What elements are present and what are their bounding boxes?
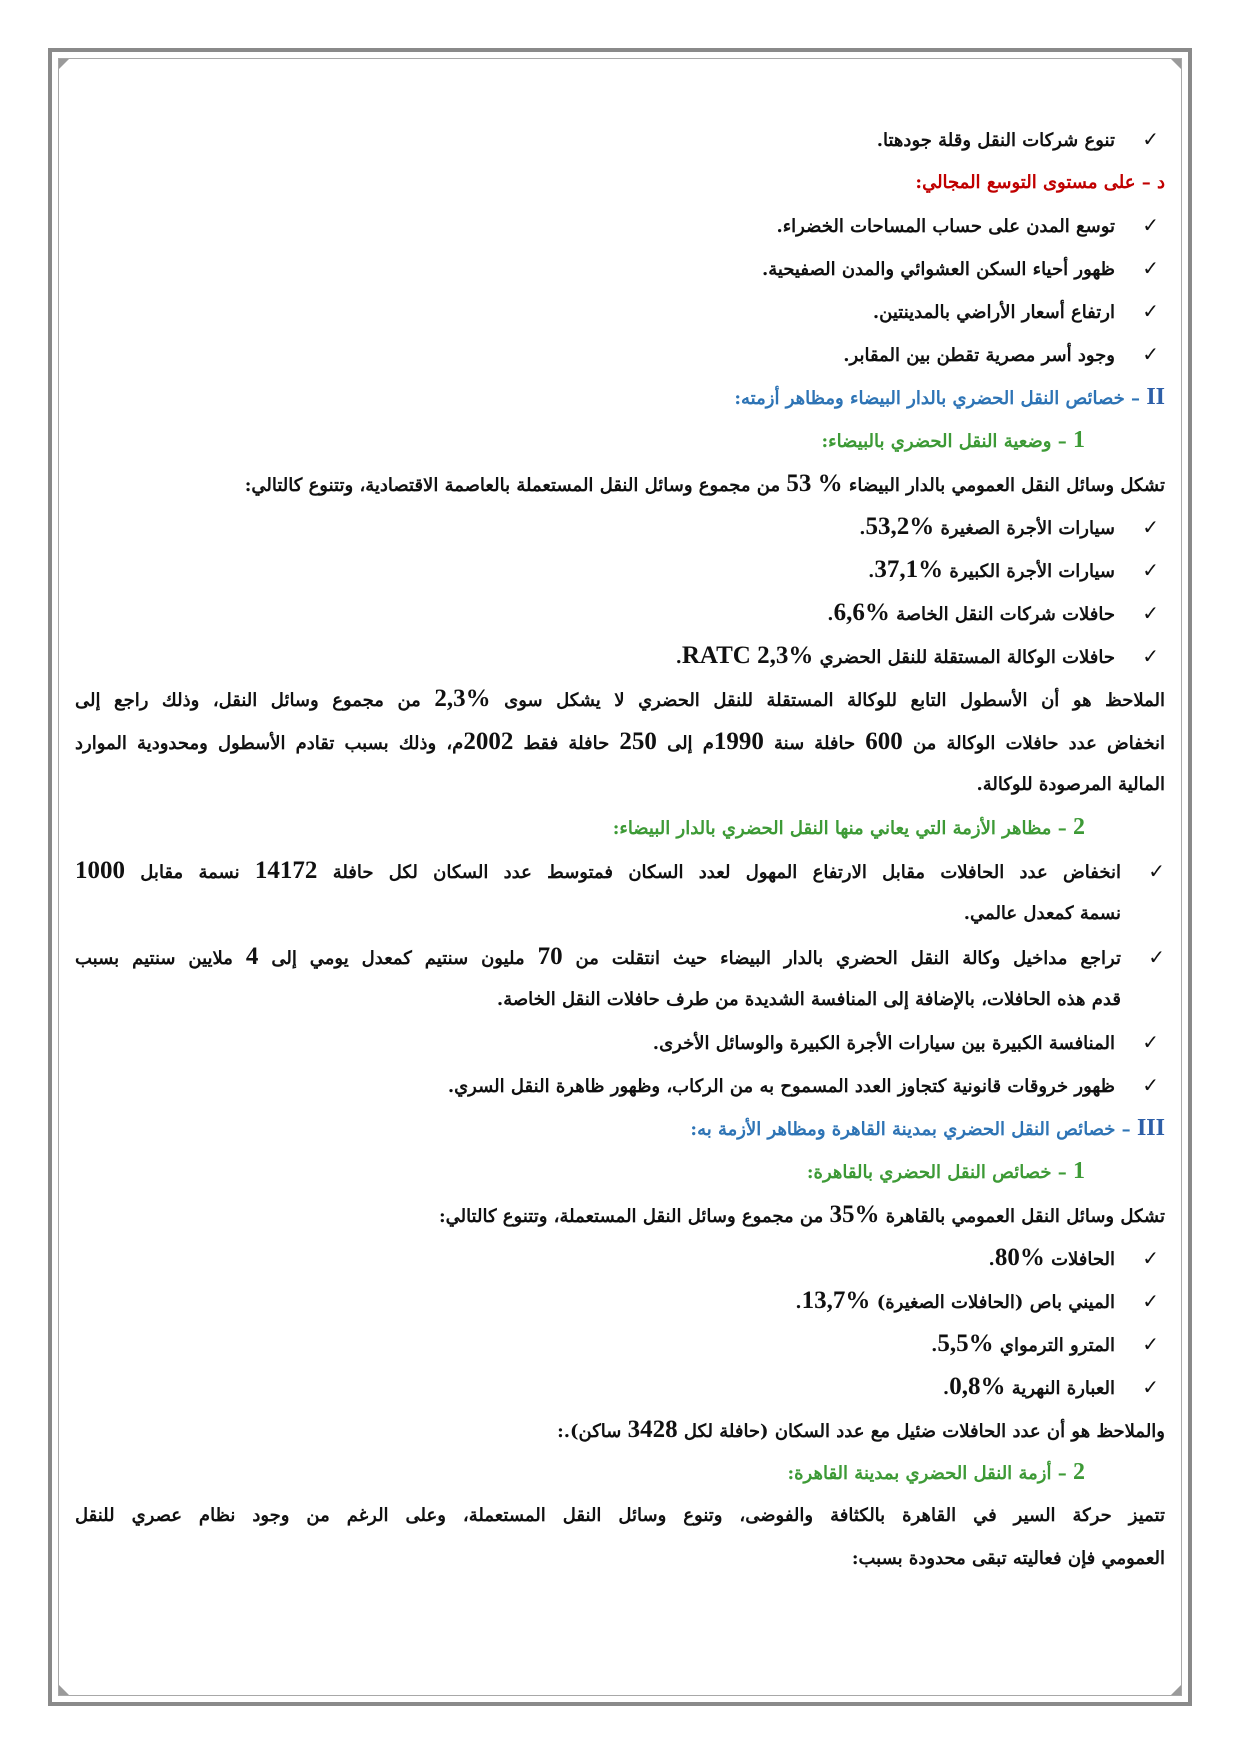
list-item: ✓الحافلات 80%.: [75, 1236, 1165, 1279]
checkmark-icon: ✓: [1148, 859, 1165, 883]
list-item: ✓تراجع مداخيل وكالة النقل الحضري بالدار البيضاء حيث انتقلت من 70 مليون سنتيم كمعدل يومي إلى 4 ملايين سنتيم بسبب: [75, 935, 1165, 978]
subsection-heading: 1 – وضعية النقل الحضري بالبيضاء:: [821, 427, 1085, 453]
paragraph: والملاحظ هو أن عدد الحافلات ضئيل مع عدد السكان (حافلة لكل 3428 ساكن).:: [557, 1416, 1165, 1443]
paragraph-line: الملاحظ هو أن الأسطول التابع للوكالة المستقلة للنقل الحضري لا يشكل سوى 2,3% من مجموع وسائل النقل، وذلك راجع إلى: [75, 685, 1165, 712]
checkmark-icon: ✓: [1142, 515, 1159, 539]
checkmark-icon: ✓: [1142, 299, 1159, 323]
list-item-continuation: قدم هذه الحافلات، بالإضافة إلى المنافسة الشديدة من طرف حافلات النقل الخاصة.: [496, 989, 1121, 1010]
paragraph-line: تتميز حركة السير في القاهرة بالكثافة والفوضى، وتنوع وسائل النقل المستعملة، وعلى الرغم من وجود نظام عصري للنقل: [75, 1505, 1165, 1526]
checkmark-icon: ✓: [1142, 342, 1159, 366]
subsection-heading: 2 – أزمة النقل الحضري بمدينة القاهرة:: [787, 1459, 1085, 1485]
list-item: ✓سيارات الأجرة الصغيرة 53,2%.: [75, 505, 1165, 548]
paragraph-line: انخفاض عدد حافلات الوكالة من 600 حافلة سنة 1990م إلى 250 حافلة فقط 2002م، وذلك بسبب تقادم الأسطول ومحدودية الموارد: [75, 728, 1165, 755]
checkmark-icon: ✓: [1142, 1375, 1159, 1399]
list-item: ✓المنافسة الكبيرة بين سيارات الأجرة الكبيرة والوسائل الأخرى.: [75, 1021, 1165, 1064]
checkmark-icon: ✓: [1142, 558, 1159, 582]
corner-ornament: [1171, 1685, 1181, 1695]
checkmark-icon: ✓: [1142, 1332, 1159, 1356]
corner-ornament: [59, 59, 69, 69]
paragraph-line: العمومي فإن فعاليته تبقى محدودة بسبب:: [851, 1548, 1165, 1569]
list-item: ✓الميني باص (الحافلات الصغيرة) 13,7%.: [75, 1279, 1165, 1322]
list-item: ✓ظهور خروقات قانونية كتجاوز العدد المسموح به من الركاب، وظهور ظاهرة النقل السري.: [75, 1064, 1165, 1107]
checkmark-icon: ✓: [1142, 256, 1159, 280]
document-body: [75, 118, 1165, 1580]
corner-ornament: [1171, 59, 1181, 69]
checkmark-icon: ✓: [1142, 644, 1159, 668]
list-item: ✓العبارة النهرية 0,8%.: [75, 1365, 1165, 1408]
checkmark-icon: ✓: [1142, 1030, 1159, 1054]
list-item-continuation: نسمة كمعدل عالمي.: [963, 903, 1121, 924]
checkmark-icon: ✓: [1142, 1246, 1159, 1270]
subsection-heading: 2 – مظاهر الأزمة التي يعاني منها النقل الحضري بالدار البيضاء:: [612, 814, 1085, 840]
section-heading: II – خصائص النقل الحضري بالدار البيضاء ومظاهر أزمته:: [734, 384, 1165, 410]
subsection-heading: د – على مستوى التوسع المجالي:: [915, 172, 1165, 193]
list-item: ✓انخفاض عدد الحافلات مقابل الارتفاع المهول لعدد السكان فمتوسط عدد السكان لكل حافلة 14172 نسمة مقابل 1000: [75, 849, 1165, 892]
list-item: ✓ارتفاع أسعار الأراضي بالمدينتين.: [75, 290, 1165, 333]
list-item: ✓سيارات الأجرة الكبيرة 37,1%.: [75, 548, 1165, 591]
list-item: ✓وجود أسر مصرية تقطن بين المقابر.: [75, 333, 1165, 376]
checkmark-icon: ✓: [1148, 945, 1165, 969]
checkmark-icon: ✓: [1142, 127, 1159, 151]
list-item: ✓حافلات الوكالة المستقلة للنقل الحضري RATC 2,3%.: [75, 634, 1165, 677]
checkmark-icon: ✓: [1142, 601, 1159, 625]
checkmark-icon: ✓: [1142, 1073, 1159, 1097]
checkmark-icon: ✓: [1142, 213, 1159, 237]
list-item: ✓حافلات شركات النقل الخاصة 6,6%.: [75, 591, 1165, 634]
section-heading: III – خصائص النقل الحضري بمدينة القاهرة ومظاهر الأزمة به:: [690, 1115, 1165, 1141]
list-item: ✓المترو الترمواي 5,5%.: [75, 1322, 1165, 1365]
subsection-heading: 1 – خصائص النقل الحضري بالقاهرة:: [806, 1158, 1085, 1184]
corner-ornament: [59, 1685, 69, 1695]
list-item: ✓ظهور أحياء السكن العشوائي والمدن الصفيحية.: [75, 247, 1165, 290]
list-item: ✓تنوع شركات النقل وقلة جودهتا.: [75, 118, 1165, 161]
paragraph: تشكل وسائل النقل العمومي بالقاهرة 35% من مجموع وسائل النقل المستعملة، وتتنوع كالتالي:: [438, 1201, 1165, 1228]
paragraph: تشكل وسائل النقل العمومي بالدار البيضاء 53 % من مجموع وسائل النقل المستعملة بالعاصمة الاقتصادية، وتتنوع كالتالي:: [244, 470, 1165, 497]
paragraph-line: المالية المرصودة للوكالة.: [976, 774, 1165, 795]
list-item: ✓توسع المدن على حساب المساحات الخضراء.: [75, 204, 1165, 247]
checkmark-icon: ✓: [1142, 1289, 1159, 1313]
